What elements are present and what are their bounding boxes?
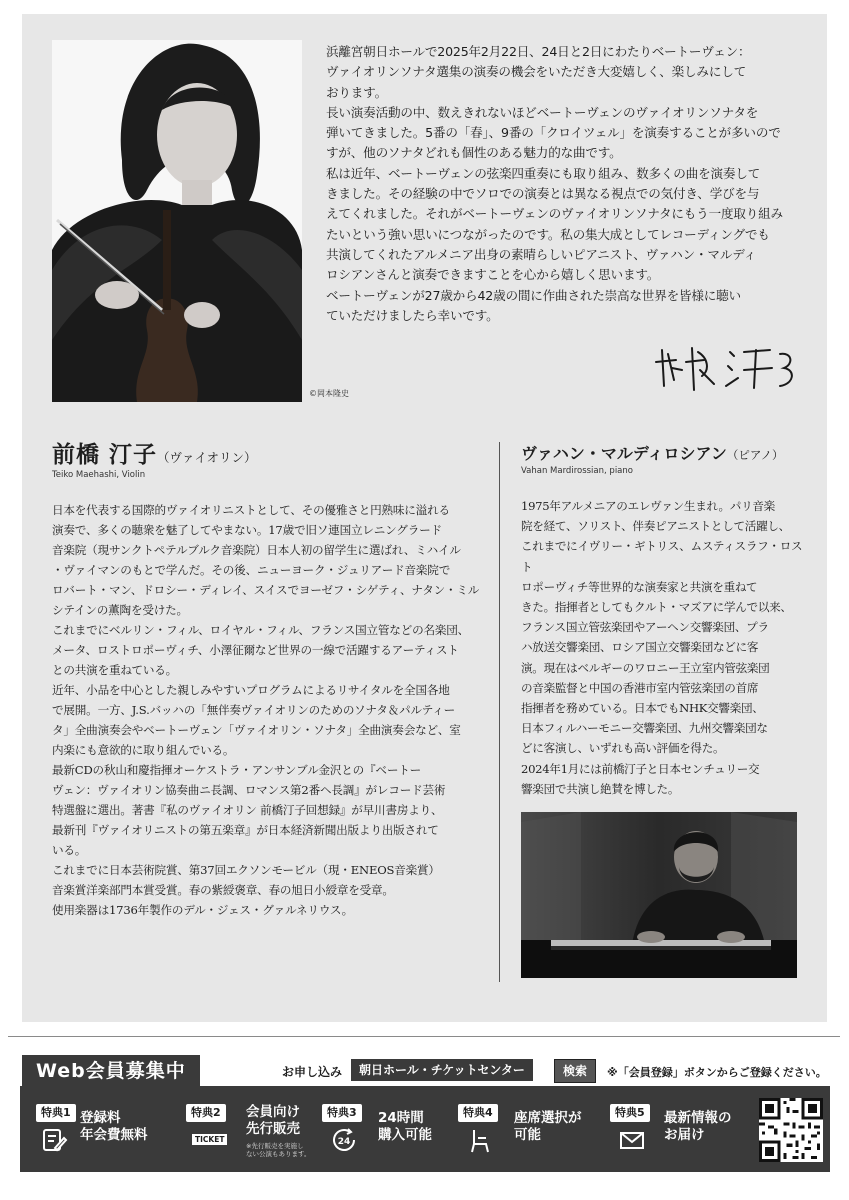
intro-line: たいという強い思いにつながったのです。私の集大成としてレコーディングでも	[326, 226, 770, 242]
bio-line: ハ放送交響楽団、ロシア国立交響楽団などに客	[521, 640, 759, 655]
search-button: 検索	[554, 1059, 596, 1083]
benefit-5-line1: 最新情報の	[664, 1110, 732, 1126]
column-divider	[499, 442, 500, 982]
benefit-2-text	[246, 1104, 300, 1138]
banner-title: Web会員募集中	[22, 1055, 200, 1087]
intro-line: ロシアンさんと演奏できますことを心から嬉しく思います。	[326, 267, 660, 283]
section-rule	[8, 1036, 840, 1037]
bio-line: 音楽賞洋楽部門本賞受賞。春の紫綬褒章、春の旭日小綬章を受章。	[52, 883, 394, 897]
bio-line: 日本を代表する国際的ヴァイオリニストとして、その優雅さと円熟味に溢れる	[52, 503, 450, 517]
violinist-role: （ヴァイオリン）	[157, 450, 257, 465]
benefit-5-tag: 特典5	[610, 1104, 650, 1122]
benefit-1-tag: 特典1	[36, 1104, 76, 1122]
bio-line: 指揮者を務めている。日本でもNHK交響楽団、	[521, 701, 764, 716]
bio-line: ・ヴァイマンのもとで学んだ。その後、ニューヨーク・ジュリアード音楽院で	[52, 563, 451, 577]
bio-line: これまでにベルリン・フィル、ロイヤル・フィル、フランス国立管などの名楽団、	[52, 623, 470, 637]
intro-line: 弾いてきました。5番の「春」、9番の「クロイツェル」を演奏することが多いので	[326, 125, 781, 141]
violinist-name	[52, 436, 257, 469]
bio-line: ロポーヴィチ等世界的な演奏家と共演を重ねて	[521, 579, 758, 594]
pianist-name	[521, 441, 784, 464]
24-hour-icon	[330, 1126, 358, 1154]
bio-line: いる。	[52, 843, 87, 857]
bio-line: 最新刊『ヴァイオリニストの第五楽章』が日本経済新聞出版より出版されて	[52, 823, 439, 837]
bio-line: ロバート・マン、ドロシー・ディレイ、スイスでヨーゼフ・シゲティ、ナタン・ミル	[52, 583, 480, 597]
bio-line: 院を経て、ソリスト、伴奏ピアニストとして活躍し、	[521, 519, 790, 534]
intro-line: 共演してくれたアルメニア出身の素晴らしいピアニスト、ヴァハン・マルディ	[326, 246, 757, 262]
intro-line: 浜離宮朝日ホールで2025年2月22日、24日と2日にわたりベートーヴェン：	[326, 44, 751, 59]
bio-line: 2024年1月には前橋汀子と日本センチュリー交	[521, 761, 760, 776]
benefit-4-line1: 座席選択が	[514, 1110, 582, 1126]
benefit-2-note	[246, 1142, 310, 1158]
bio-line: これまでにイヴリー・ギトリス、ムスティスラフ・ロスト	[521, 539, 803, 574]
benefit-3-tag: 特典3	[322, 1104, 362, 1122]
bio-line: 内楽にも意欲的に取り組んでいる。	[52, 743, 235, 757]
pianist-name-en: Vahan Mardirossian, piano	[521, 466, 633, 476]
bio-line: これまでに日本芸術院賞、第37回エクソンモービル（現・ENEOS音楽賞）	[52, 863, 440, 877]
photo-credit: ©岡本隆史	[309, 389, 349, 398]
intro-line: 私は近年、ベートーヴェンの弦楽四重奏にも取り組み、数多くの曲を演奏して	[326, 165, 761, 181]
bio-line: 演奏で、多くの聴衆を魅了してやまない。17歳で旧ソ連国立レニングラード	[52, 523, 442, 537]
benefit-4-line2: 可能	[514, 1127, 541, 1143]
bio-line: どに客演し、いずれも高い評価を得た。	[521, 741, 725, 756]
bio-line: 音楽院（現サンクトペテルブルク音楽院）日本人初の留学生に選ばれ、ミハイル	[52, 543, 461, 557]
benefit-5-text	[664, 1110, 732, 1144]
violinist-photo	[52, 40, 302, 402]
bio-line: きた。指揮者としてもクルト・マズアに学んで以来、	[521, 600, 792, 615]
bio-line: の音楽監督と中国の香港市室内管弦楽団の首席	[521, 680, 759, 695]
benefit-2-line1: 会員向け	[246, 1104, 300, 1120]
pianist-biography	[521, 496, 803, 799]
benefit-4-tag: 特典4	[458, 1104, 498, 1122]
benefit-2-note-line2: ない公演もあります。	[246, 1150, 311, 1158]
bio-line: 1975年アルメニアのエレヴァン生まれ。パリ音楽	[521, 499, 775, 513]
intro-line: おります。	[326, 84, 387, 100]
bio-line: 演。現在はベルギーのワロニー王立室内管弦楽団	[521, 660, 770, 675]
benefit-3-line2: 購入可能	[378, 1127, 432, 1143]
bio-line: との共演を重ねている。	[52, 663, 178, 677]
bio-line: 使用楽器は1736年製作のデル・ジェス・グァルネリウス。	[52, 903, 353, 917]
bio-line: 日本フィルハーモニー交響楽団、九州交響楽団な	[521, 721, 768, 736]
seat-icon	[466, 1126, 494, 1154]
violinist-name-en: Teiko Maehashi, Violin	[52, 470, 146, 480]
intro-line: えてくれました。それがベートーヴェンのヴァイオリンソナタにもう一度取り組み	[326, 206, 783, 222]
pianist-name-text: ヴァハン・マルディロシアン	[521, 444, 727, 463]
benefit-3-text	[378, 1110, 432, 1144]
qr-code[interactable]	[759, 1098, 823, 1162]
bio-line: 最新CDの秋山和慶指揮オーケストラ・アンサンブル金沢との『ベートー	[52, 763, 422, 777]
intro-line: すが、他のソナタどれも個性のある魅力的な曲です。	[326, 145, 622, 161]
bio-line: 響楽団で共演し絶賛を博した。	[521, 781, 680, 796]
registration-instruction: ※「会員登録」ボタンからご登録ください。	[607, 1066, 827, 1079]
pianist-role: （ピアノ）	[726, 448, 784, 462]
bio-line: で展開。一方、J.S.バッハの「無伴奏ヴァイオリンのためのソナタ＆パルティー	[52, 703, 456, 717]
ticket-center-search-field: 朝日ホール・チケットセンター	[351, 1059, 533, 1081]
handwritten-signature	[652, 340, 800, 396]
intro-line: 長い演奏活動の中、数えきれないほどベートーヴェンのヴァイオリンソナタを	[326, 104, 759, 120]
bio-line: タ」全曲演奏会やベートーヴェン「ヴァイオリン・ソナタ」全曲演奏会など、室	[52, 723, 461, 737]
pianist-photo	[521, 812, 797, 978]
bio-line: 近年、小品を中心とした親しみやすいプログラムによるリサイタルを全国各地	[52, 683, 450, 697]
intro-line: ヴァイオリンソナタ選集の演奏の機会をいただき大変嬉しく、楽しみにして	[326, 64, 747, 80]
intro-message	[326, 42, 808, 326]
benefit-2-note-line1: ※先行販売を実施し	[246, 1142, 304, 1150]
apply-label: お申し込み	[282, 1065, 343, 1079]
benefit-1-line2: 年会費無料	[80, 1127, 148, 1143]
benefit-1-text	[80, 1110, 148, 1144]
benefit-2-line2: 先行販売	[246, 1121, 300, 1137]
violinist-biography	[52, 500, 484, 920]
ticket-icon: TICKET	[192, 1134, 227, 1145]
intro-line: ていただけましたら幸いです。	[326, 307, 499, 323]
benefit-4-text	[514, 1110, 582, 1144]
bio-line: シテインの薫陶を受けた。	[52, 603, 188, 617]
violinist-name-text: 前橋 汀子	[52, 441, 158, 468]
intro-line: ベートーヴェンが27歳から42歳の間に作曲された崇高な世界を皆様に聴い	[326, 287, 741, 303]
benefit-2-tag: 特典2	[186, 1104, 226, 1122]
intro-line: きました。その経験の中でソロでの演奏とは異なる視点での気付き、学びを与	[326, 186, 760, 202]
24-hour-icon-text: 24	[337, 1137, 351, 1147]
bio-line: フランス国立管弦楽団やアーヘン交響楽団、プラ	[521, 620, 769, 635]
benefit-1-line1: 登録料	[80, 1110, 121, 1126]
document-pen-icon	[40, 1126, 68, 1154]
benefit-3-line1: 24時間	[378, 1110, 424, 1126]
envelope-icon	[618, 1126, 646, 1154]
bio-line: 特選盤に選出。著書『私のヴァイオリン 前橋汀子回想録』が早川書房より、	[52, 803, 443, 817]
bio-line: メータ、ロストロポーヴィチ、小澤征爾など世界の一線で活躍するアーティスト	[52, 643, 459, 657]
benefit-5-line2: お届け	[664, 1127, 705, 1143]
bio-line: ヴェン：ヴァイオリン協奏曲ニ長調、ロマンス第2番ヘ長調』がレコード芸術	[52, 783, 446, 797]
